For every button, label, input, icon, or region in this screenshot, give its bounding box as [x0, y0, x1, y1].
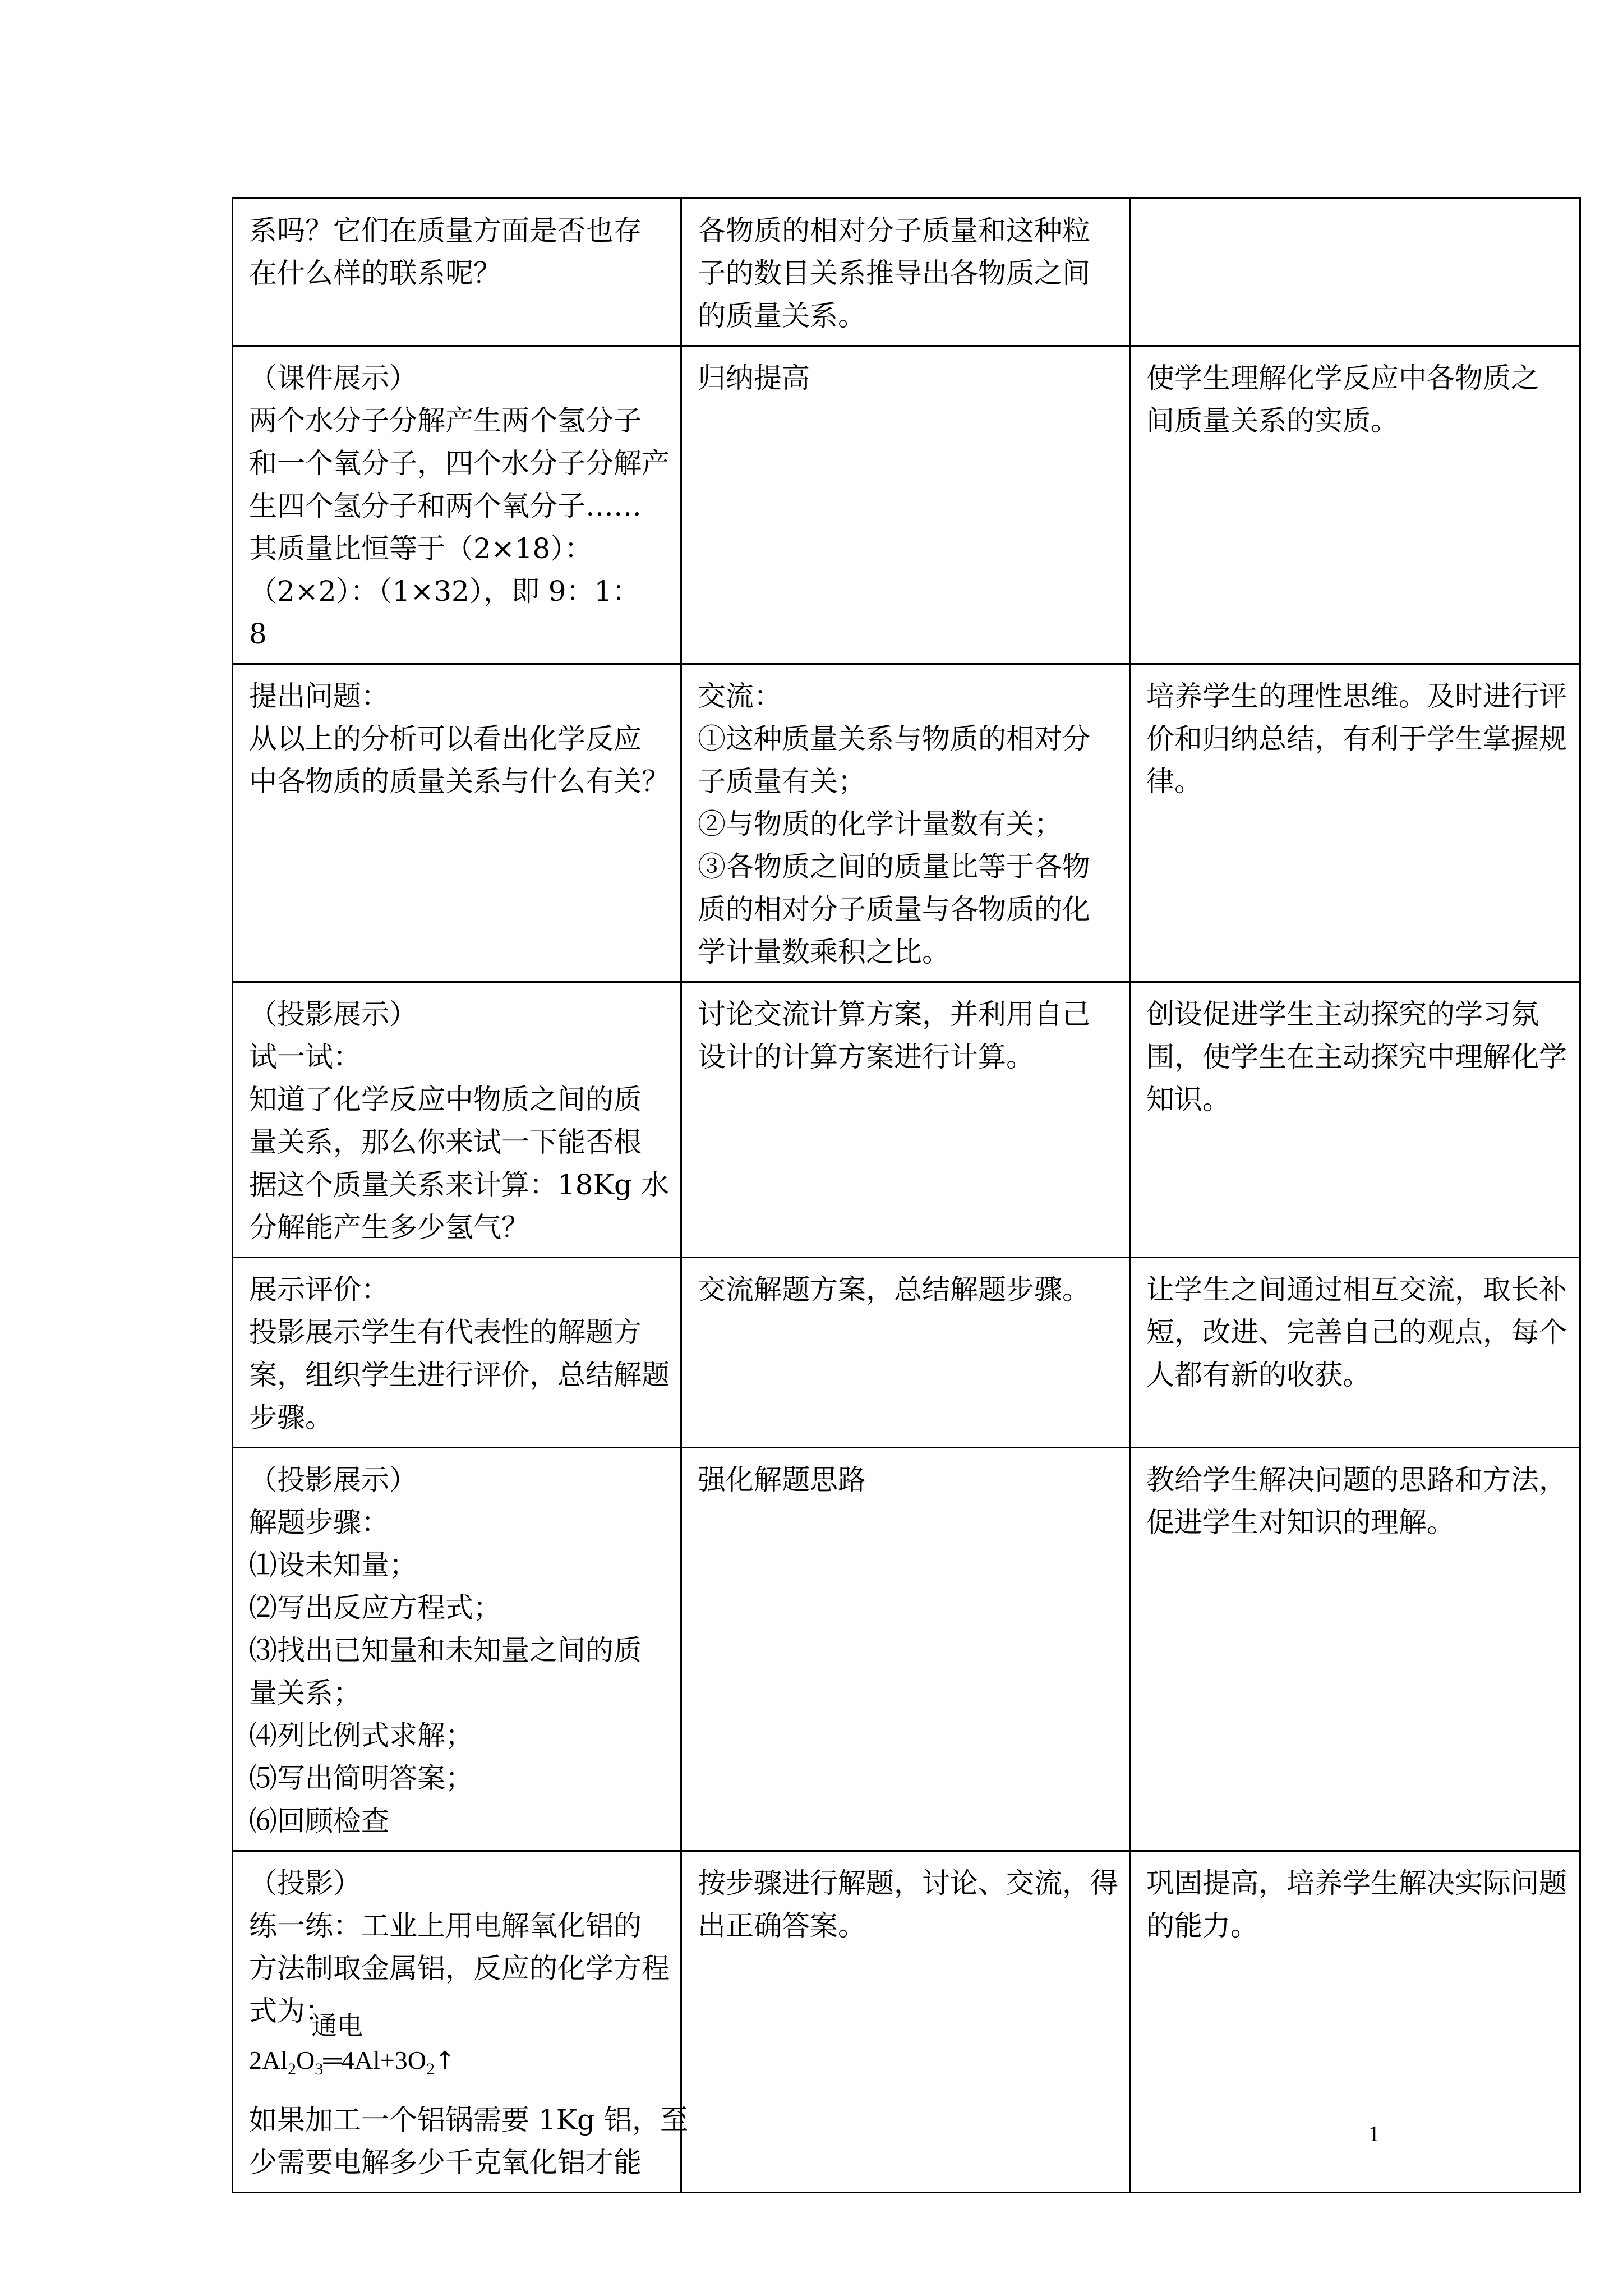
lesson-table [232, 197, 1581, 2193]
cell-line: 短，改进、完善自己的观点，每个 [1146, 1316, 1567, 1349]
cell-line: 间质量关系的实质。 [1146, 404, 1399, 437]
table-row [233, 664, 1580, 982]
teacher-activity-cell [233, 1851, 688, 2193]
equation-equals: ═ [323, 2046, 342, 2074]
cell-line: 律。 [1146, 765, 1202, 798]
equation-sign [311, 2010, 363, 2082]
table-row [233, 982, 1580, 1258]
cell-line: 培养学生的理性思维。及时进行评 [1146, 680, 1567, 712]
cell-line: 解题步骤： [249, 1506, 389, 1539]
cell-line: 学计量数乘积之比。 [698, 936, 950, 968]
design-intent-cell [1130, 346, 1580, 664]
cell-line: 交流： [698, 680, 782, 712]
cell-line: 子的数目关系推导出各物质之间 [698, 257, 1090, 289]
cell-line: 促进学生对知识的理解。 [1146, 1506, 1455, 1539]
equation-rhs: 4Al+3O [341, 2046, 426, 2074]
cell-line: ⑵写出反应方程式； [249, 1591, 501, 1624]
cell-line: 生四个氢分子和两个氧分子…… [249, 490, 642, 522]
cell-line: ②与物质的化学计量数有关； [698, 808, 1062, 840]
student-activity-cell [681, 1851, 1130, 2193]
cell-line: 式为： [249, 1995, 333, 2027]
equation-subscript: 2 [288, 2060, 296, 2078]
cell-line: ⑹回顾检查 [249, 1805, 389, 1837]
cell-line: 中各物质的质量关系与什么有关？ [249, 765, 670, 798]
design-intent-cell [1130, 199, 1580, 346]
table-row [233, 1258, 1580, 1448]
cell-line: 讨论交流计算方案，并利用自己 [698, 998, 1090, 1030]
teacher-activity-cell [233, 982, 681, 1258]
design-intent-cell [1130, 1258, 1580, 1448]
cell-line: 的质量关系。 [698, 300, 866, 332]
cell-line: 练一练：工业上用电解氧化铝的 [249, 1910, 642, 1942]
cell-line: 试一试： [249, 1041, 361, 1073]
cell-line: 让学生之间通过相互交流，取长补 [1146, 1273, 1567, 1306]
cell-line: 价和归纳总结，有利于学生掌握规 [1146, 723, 1567, 755]
cell-line: 创设促进学生主动探究的学习氛 [1146, 998, 1539, 1030]
cell-line: 使学生理解化学反应中各物质之 [1146, 362, 1539, 394]
cell-line: 步骤。 [249, 1401, 333, 1434]
cell-line: 展示评价： [249, 1273, 389, 1306]
equation-lhs-al: 2Al [249, 2046, 288, 2074]
cell-line: 其质量比恒等于（2×18）： [249, 532, 593, 565]
teacher-activity-cell [233, 664, 681, 982]
cell-line: 方法制取金属铝，反应的化学方程 [249, 1952, 670, 1985]
design-intent-cell [1130, 1448, 1580, 1851]
cell-line: 子质量有关； [698, 765, 866, 798]
cell-line: 按步骤进行解题，讨论、交流，得 [698, 1867, 1118, 1899]
cell-line: 巩固提高，培养学生解决实际问题 [1146, 1867, 1567, 1899]
design-intent-cell [1130, 1851, 1580, 2193]
cell-line: 知识。 [1146, 1083, 1230, 1116]
cell-line: 的能力。 [1146, 1910, 1258, 1942]
cell-line: 分解能产生多少氢气？ [249, 1211, 529, 1244]
cell-line: 质的相对分子质量与各物质的化 [698, 893, 1090, 926]
cell-line: 8 [249, 618, 267, 650]
student-activity-cell [681, 1448, 1130, 1851]
cell-line: 围，使学生在主动探究中理解化学 [1146, 1041, 1567, 1073]
teacher-activity-cell [233, 199, 681, 346]
cell-line: 强化解题思路 [698, 1464, 866, 1496]
cell-line: ①这种质量关系与物质的相对分 [698, 723, 1090, 755]
cell-line: （投影展示） [249, 998, 417, 1030]
table-row [233, 346, 1580, 664]
page-number: 1 [1368, 2121, 1380, 2146]
student-activity-cell [681, 1258, 1130, 1448]
design-intent-cell [1130, 664, 1580, 982]
gas-arrow-up-icon: ↑ [435, 2046, 455, 2075]
cell-line: 出正确答案。 [698, 1910, 866, 1942]
cell-line: 量关系； [249, 1677, 361, 1709]
teacher-activity-cell [233, 1258, 681, 1448]
equation-condition: 通电 [311, 2010, 363, 2041]
cell-line: 系吗？它们在质量方面是否也存 [249, 214, 642, 247]
cell-line: ⑷列比例式求解； [249, 1719, 473, 1752]
cell-line: 交流解题方案，总结解题步骤。 [698, 1273, 1090, 1306]
cell-line: （课件展示） [249, 362, 417, 394]
teacher-activity-cell [233, 1448, 681, 1851]
cell-line: 人都有新的收获。 [1146, 1359, 1371, 1391]
cell-line: 知道了化学反应中物质之间的质 [249, 1083, 642, 1116]
cell-line: 量关系，那么你来试一下能否根 [249, 1126, 642, 1158]
cell-line: 两个水分子分解产生两个氢分子 [249, 404, 642, 437]
table-row [233, 199, 1580, 346]
cell-line: （2×2）：（1×32），即 9：1： [249, 575, 640, 608]
cell-line: ⑶找出已知量和未知量之间的质 [249, 1634, 642, 1667]
cell-line: 少需要电解多少千克氧化铝才能 [249, 2146, 642, 2179]
equation-lhs-o: O [296, 2046, 315, 2074]
student-activity-cell [681, 982, 1130, 1258]
cell-line: 教给学生解决问题的思路和方法， [1146, 1464, 1567, 1496]
cell-line: 和一个氧分子，四个水分子分解产 [249, 447, 670, 480]
student-activity-cell [681, 346, 1130, 664]
student-activity-cell [681, 199, 1130, 346]
cell-line: 据这个质量关系来计算：18Kg 水 [249, 1168, 669, 1201]
cell-line: 如果加工一个铝锅需要 1Kg 铝，至 [249, 2104, 688, 2136]
cell-line: （投影展示） [249, 1464, 417, 1496]
cell-line: 提出问题： [249, 680, 389, 712]
cell-line: 归纳提高 [698, 362, 810, 394]
cell-line: 从以上的分析可以看出化学反应 [249, 723, 642, 755]
student-activity-cell [681, 664, 1130, 982]
teacher-activity-cell [233, 346, 681, 664]
cell-line: 在什么样的联系呢？ [249, 257, 501, 289]
cell-line: 各物质的相对分子质量和这种粒 [698, 214, 1090, 247]
cell-line: ③各物质之间的质量比等于各物 [698, 850, 1090, 883]
cell-line: 投影展示学生有代表性的解题方 [249, 1316, 642, 1349]
cell-line: 设计的计算方案进行计算。 [698, 1041, 1034, 1073]
equation-subscript: 2 [426, 2060, 435, 2078]
cell-line: 案，组织学生进行评价，总结解题 [249, 1359, 670, 1391]
cell-line: （投影） [249, 1867, 361, 1899]
cell-line: ⑴设未知量； [249, 1549, 417, 1581]
design-intent-cell [1130, 982, 1580, 1258]
table-row [233, 1448, 1580, 1851]
cell-line: ⑸写出简明答案； [249, 1762, 473, 1795]
equation-subscript: 3 [315, 2060, 324, 2078]
